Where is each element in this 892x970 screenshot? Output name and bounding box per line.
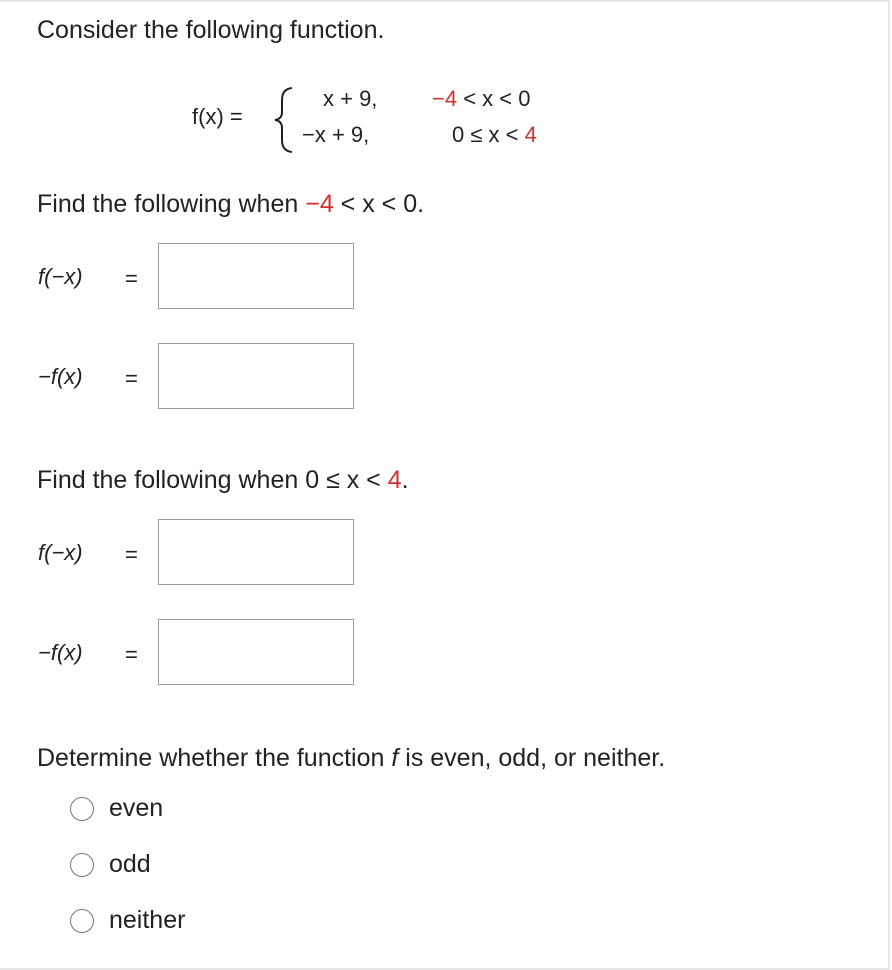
s1-f-neg-x-input[interactable] [158, 243, 354, 309]
equals-sign: = [125, 366, 138, 391]
piece-2-expr: −x + 9, [302, 122, 370, 147]
section1-heading: Find the following when −4 < x < 0. [37, 190, 425, 218]
equals-sign: = [125, 542, 138, 567]
left-brace-icon [272, 84, 298, 156]
radio-even[interactable] [70, 797, 94, 821]
radio-neither[interactable] [70, 909, 94, 933]
option-neither-label[interactable]: neither [109, 906, 186, 934]
parity-question: Determine whether the function f is even, odd, or neither. [37, 744, 666, 772]
radio-odd[interactable] [70, 853, 94, 877]
piece-1-condition: −4 < x < 0 [432, 86, 531, 111]
section2-heading: Find the following when 0 ≤ x < 4. [37, 466, 409, 494]
neg-f-x-label: −f(x) [38, 640, 83, 665]
equals-sign: = [125, 266, 138, 291]
option-odd-label[interactable]: odd [109, 850, 151, 878]
f-neg-x-label: f(−x) [38, 264, 83, 289]
equals-sign: = [125, 642, 138, 667]
s1-neg-f-x-input[interactable] [158, 343, 354, 409]
intro-text: Consider the following function. [37, 16, 385, 44]
s2-f-neg-x-input[interactable] [158, 519, 354, 585]
option-even-label[interactable]: even [109, 794, 164, 822]
f-neg-x-label: f(−x) [38, 540, 83, 565]
piece-2-condition: 0 ≤ x < 4 [452, 122, 537, 147]
s2-neg-f-x-input[interactable] [158, 619, 354, 685]
function-lhs: f(x) = [192, 104, 243, 129]
neg-f-x-label: −f(x) [38, 364, 83, 389]
piece-1-expr: x + 9, [323, 86, 378, 111]
